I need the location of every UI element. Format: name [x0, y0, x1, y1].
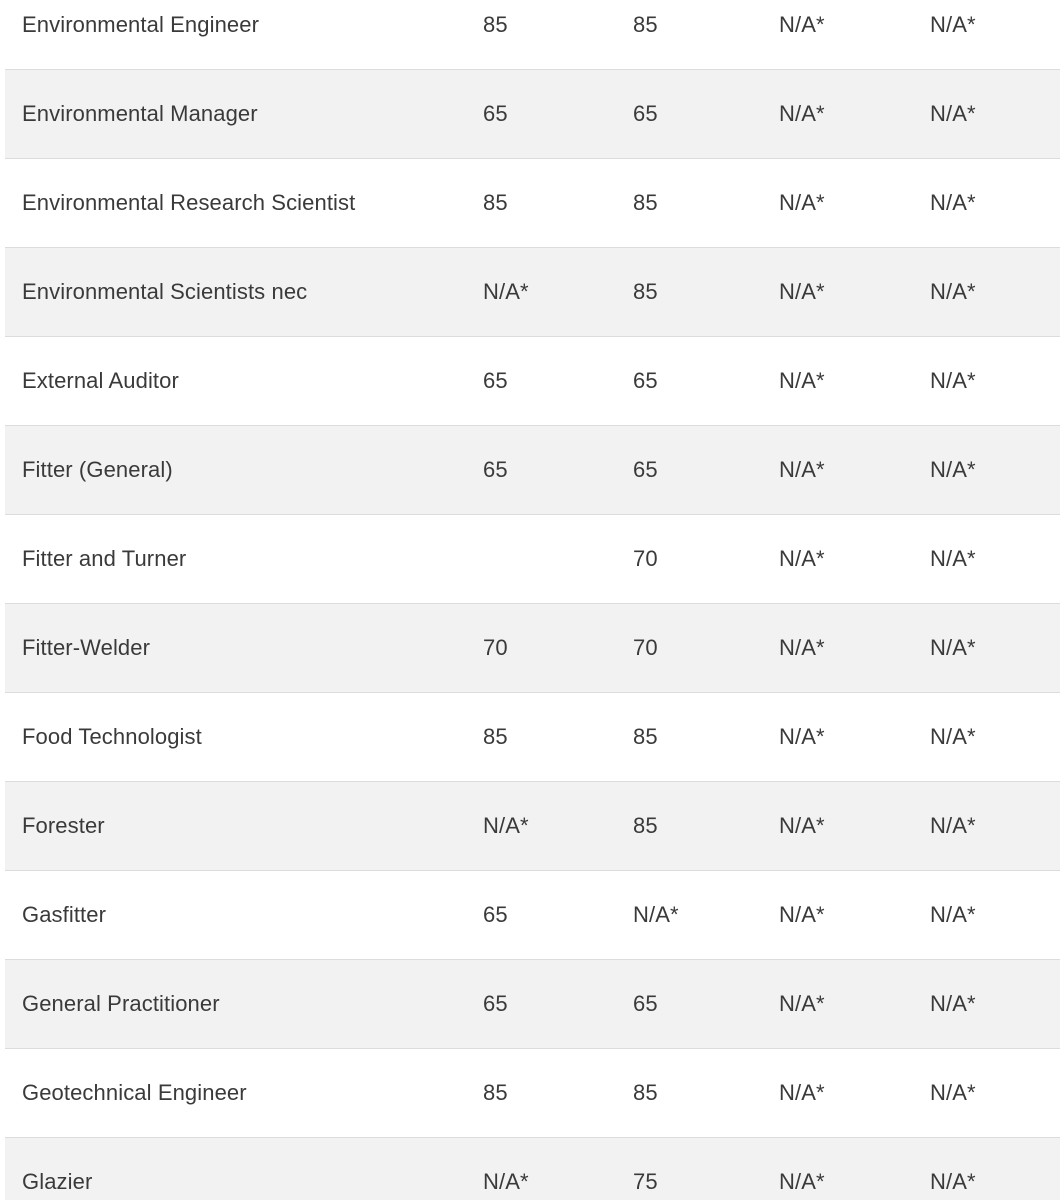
occupation-cell: Environmental Manager	[22, 101, 258, 126]
value-cell-2: N/A*	[633, 902, 679, 927]
table-row	[5, 871, 1060, 960]
value-cell-4: N/A*	[930, 279, 976, 304]
value-cell-4: N/A*	[930, 635, 976, 660]
occupation-cell: Food Technologist	[22, 724, 202, 749]
value-cell-4: N/A*	[930, 724, 976, 749]
occupation-cell: External Auditor	[22, 368, 179, 393]
occupation-cell: Environmental Research Scientist	[22, 190, 356, 215]
occupation-cell: Fitter (General)	[22, 457, 173, 482]
value-cell-2: 70	[633, 635, 658, 660]
value-cell-2: 70	[633, 546, 658, 571]
value-cell-1: 65	[483, 101, 508, 126]
value-cell-3: N/A*	[779, 190, 825, 215]
value-cell-3: N/A*	[779, 724, 825, 749]
value-cell-2: 65	[633, 991, 658, 1016]
table-row	[5, 337, 1060, 426]
table-row	[5, 1049, 1060, 1138]
occupation-cell: Gasfitter	[22, 902, 107, 927]
value-cell-1: 85	[483, 190, 508, 215]
value-cell-2: 85	[633, 279, 658, 304]
value-cell-4: N/A*	[930, 457, 976, 482]
value-cell-3: N/A*	[779, 101, 825, 126]
value-cell-1: N/A*	[483, 279, 529, 304]
value-cell-4: N/A*	[930, 101, 976, 126]
value-cell-4: N/A*	[930, 368, 976, 393]
value-cell-1: 65	[483, 902, 508, 927]
occupation-cell: Environmental Engineer	[22, 12, 260, 37]
value-cell-3: N/A*	[779, 457, 825, 482]
value-cell-3: N/A*	[779, 813, 825, 838]
value-cell-2: 85	[633, 12, 658, 37]
occupation-cell: Environmental Scientists nec	[22, 279, 308, 304]
value-cell-1: 65	[483, 457, 508, 482]
value-cell-3: N/A*	[779, 368, 825, 393]
table-row	[5, 782, 1060, 871]
value-cell-4: N/A*	[930, 12, 976, 37]
value-cell-3: N/A*	[779, 279, 825, 304]
value-cell-2: 85	[633, 1080, 658, 1105]
occupation-cell: General Practitioner	[22, 991, 220, 1016]
occupation-cell: Fitter and Turner	[22, 546, 187, 571]
table-row	[5, 159, 1060, 248]
table-row	[5, 1138, 1060, 1200]
value-cell-3: N/A*	[779, 1169, 825, 1194]
occupation-cell: Forester	[22, 813, 105, 838]
value-cell-3: N/A*	[779, 635, 825, 660]
value-cell-2: 65	[633, 101, 658, 126]
value-cell-2: 85	[633, 724, 658, 749]
value-cell-2: 65	[633, 457, 658, 482]
value-cell-3: N/A*	[779, 902, 825, 927]
value-cell-4: N/A*	[930, 1080, 976, 1105]
table-row	[5, 515, 1060, 604]
value-cell-3: N/A*	[779, 12, 825, 37]
table-row	[5, 248, 1060, 337]
value-cell-3: N/A*	[779, 546, 825, 571]
value-cell-4: N/A*	[930, 190, 976, 215]
value-cell-4: N/A*	[930, 991, 976, 1016]
value-cell-4: N/A*	[930, 902, 976, 927]
value-cell-1: 65	[483, 991, 508, 1016]
value-cell-1: N/A*	[483, 813, 529, 838]
value-cell-2: 85	[633, 190, 658, 215]
value-cell-1: 85	[483, 724, 508, 749]
value-cell-2: 85	[633, 813, 658, 838]
value-cell-1: N/A*	[483, 1169, 529, 1194]
value-cell-1: 85	[483, 12, 508, 37]
value-cell-2: 65	[633, 368, 658, 393]
value-cell-4: N/A*	[930, 1169, 976, 1194]
occupation-cell: Glazier	[22, 1169, 93, 1194]
value-cell-4: N/A*	[930, 813, 976, 838]
occupation-cell: Geotechnical Engineer	[22, 1080, 247, 1105]
table-row	[5, 0, 1060, 70]
value-cell-3: N/A*	[779, 991, 825, 1016]
value-cell-1: 70	[483, 635, 508, 660]
value-cell-2: 75	[633, 1169, 658, 1194]
table-row	[5, 70, 1060, 159]
table-row	[5, 960, 1060, 1049]
table-row	[5, 604, 1060, 693]
value-cell-3: N/A*	[779, 1080, 825, 1105]
value-cell-4: N/A*	[930, 546, 976, 571]
value-cell-1: 85	[483, 1080, 508, 1105]
table-row	[5, 426, 1060, 515]
value-cell-1: 65	[483, 368, 508, 393]
occupation-cell: Fitter-Welder	[22, 635, 151, 660]
table-row	[5, 693, 1060, 782]
table-body	[5, 0, 1060, 1200]
